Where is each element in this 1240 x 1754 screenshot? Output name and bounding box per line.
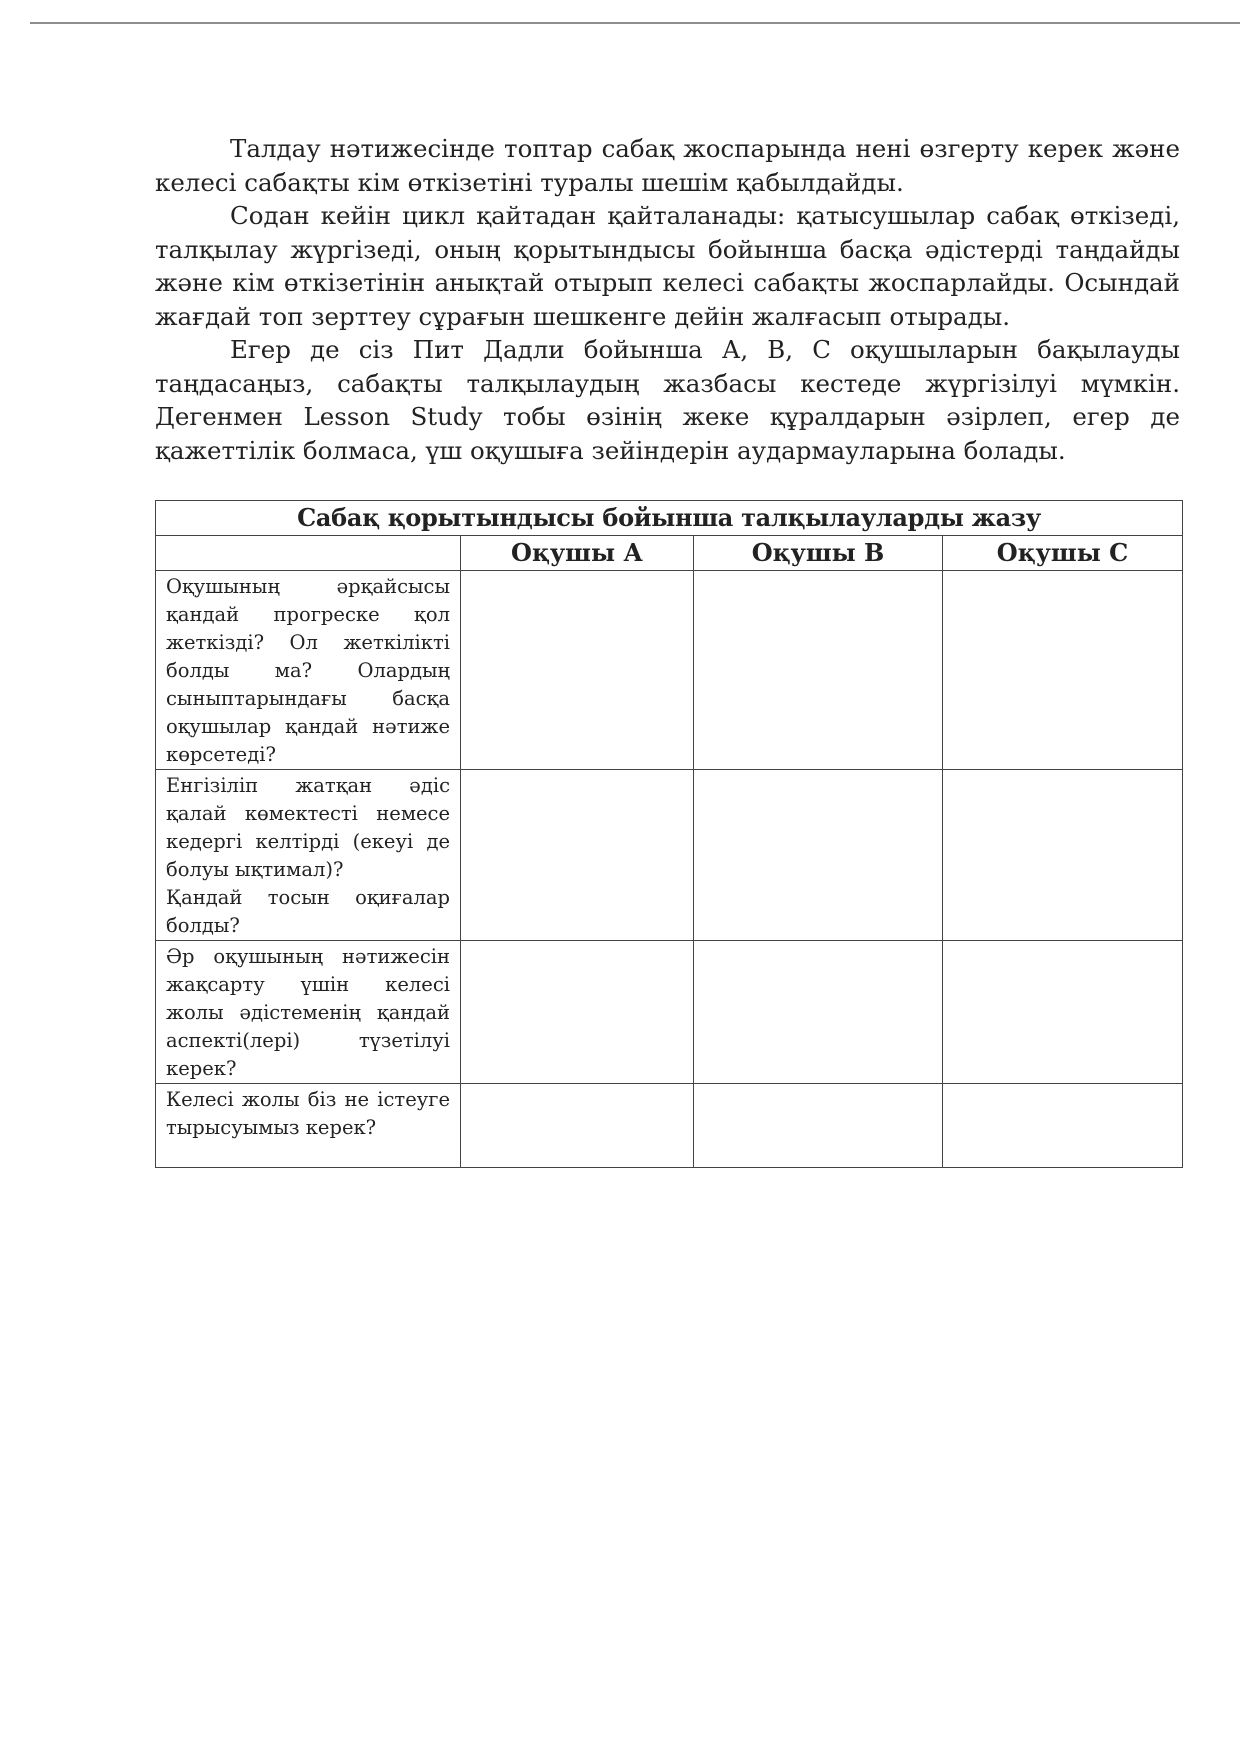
- question-cell: [156, 941, 461, 1084]
- question-cell: [156, 770, 461, 941]
- column-header-student-c: Оқушы С: [943, 536, 1183, 571]
- question-text: Оқушының әрқайсысы қандай прогреске қол жеткізді? Ол жеткілікті болды ма? Олардың сыныптарындағы басқа оқушылар қандай нәтиже көрсетеді?: [166, 575, 450, 766]
- body-text: [155, 132, 1180, 467]
- answer-cell-student-a[interactable]: [461, 770, 694, 941]
- answer-cell-student-b[interactable]: [694, 941, 943, 1084]
- blank-header-cell: [156, 536, 461, 571]
- table-row: [156, 1084, 1183, 1168]
- paragraph: Содан кейін цикл қайтадан қайталанады: қатысушылар сабақ өткізеді, талқылау жүргізеді, оның қорытындысы бойынша басқа әдістерді таңдайды және кім өткізетінін анықтай отырып келесі сабақты жоспарлайды. Осындай жағдай топ зерттеу сұрағын шешкенге дейін жалғасып отырады.: [155, 201, 1180, 331]
- answer-cell-student-b[interactable]: [694, 571, 943, 770]
- column-header-student-a: Оқушы А: [461, 536, 694, 571]
- question-text: Қандай тосын оқиғалар болды?: [166, 886, 450, 937]
- answer-cell-student-b[interactable]: [694, 1084, 943, 1168]
- answer-cell-student-c[interactable]: [943, 770, 1183, 941]
- discussion-notes-table: [155, 500, 1183, 1168]
- table-title: Сабақ қорытындысы бойынша талқылауларды жазу: [156, 501, 1183, 536]
- question-text: Келесі жолы біз не істеуге тырысуымыз керек?: [166, 1088, 450, 1139]
- table-row: [156, 770, 1183, 941]
- question-cell: [156, 1084, 461, 1168]
- paragraph: Егер де сіз Пит Дадли бойынша А, В, С оқушыларын бақылауды таңдасаңыз, сабақты талқылаудың жазбасы кестеде жүргізілуі мүмкін. Дегенмен Lesson Study тобы өзінің жеке құралдарын әзірлеп, егер де қажеттілік болмаса, үш оқушыға зейіндерін аудармауларына болады.: [155, 335, 1180, 465]
- answer-cell-student-a[interactable]: [461, 571, 694, 770]
- answer-cell-student-a[interactable]: [461, 1084, 694, 1168]
- top-rule: [30, 22, 1240, 24]
- answer-cell-student-c[interactable]: [943, 941, 1183, 1084]
- answer-cell-student-a[interactable]: [461, 941, 694, 1084]
- table-row: [156, 571, 1183, 770]
- answer-cell-student-b[interactable]: [694, 770, 943, 941]
- column-header-student-b: Оқушы В: [694, 536, 943, 571]
- table-row: [156, 941, 1183, 1084]
- question-text: Әр оқушының нәтижесін жақсарту үшін келесі жолы әдістеменің қандай аспекті(лері) түзетілуі керек?: [166, 945, 450, 1080]
- question-text: Енгізіліп жатқан әдіс қалай көмектесті немесе кедергі келтірді (екеуі де болуы ықтимал)?: [166, 774, 450, 881]
- question-cell: [156, 571, 461, 770]
- answer-cell-student-c[interactable]: [943, 571, 1183, 770]
- answer-cell-student-c[interactable]: [943, 1084, 1183, 1168]
- paragraph: Талдау нәтижесінде топтар сабақ жоспарында нені өзгерту керек және келесі сабақты кім өткізетіні туралы шешім қабылдайды.: [155, 134, 1180, 197]
